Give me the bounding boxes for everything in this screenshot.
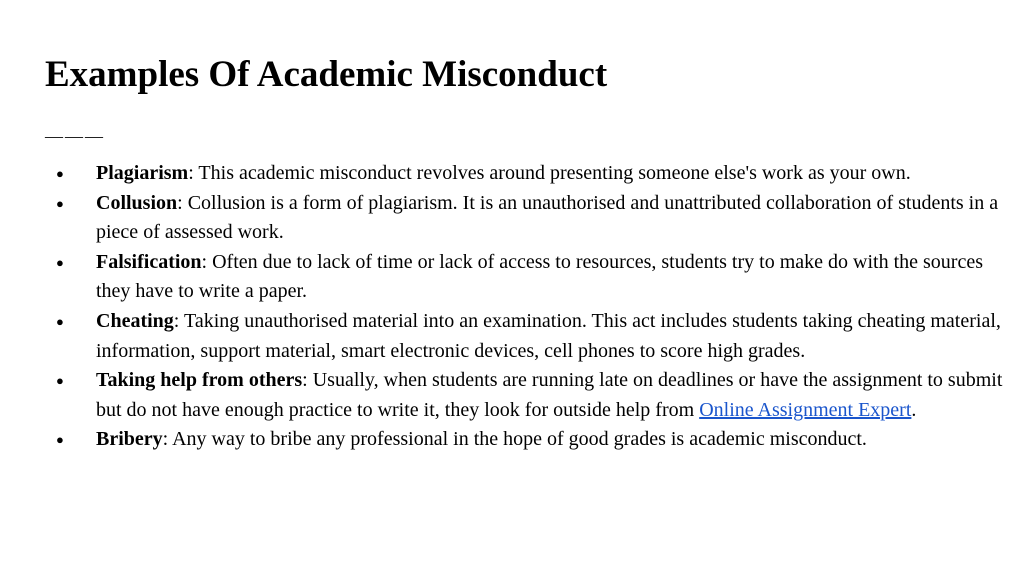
misconduct-list [0,159,1010,455]
description-falsification: : Often due to lack of time or lack of access to resources, students try to make do with the sources they have to write a paper. [96,250,983,303]
description-collusion: : Collusion is a form of plagiarism. It is an unauthorised and unattributed collaboration of students in a piece of assessed work. [96,191,999,244]
online-assignment-expert-link[interactable]: Online Assignment Expert [699,398,912,421]
description-plagiarism: : This academic misconduct revolves around presenting someone else's work as your own. [188,162,911,184]
list-item-collusion [0,189,1010,248]
bullet-icon: ● [56,373,64,389]
list-item-bribery [0,425,1010,455]
term-collusion: Collusion [96,191,178,214]
list-item-taking-help [0,366,1010,425]
bullet-icon: ● [56,166,64,181]
title-divider: ——— [45,126,105,146]
description-bribery: : Any way to bribe any professional in the hope of good grades is academic misconduct. [162,428,867,451]
term-falsification: Falsification [96,250,202,273]
bullet-icon: ● [56,254,64,270]
term-plagiarism: Plagiarism [96,162,189,184]
list-item-falsification [0,248,1010,307]
list-item-cheating [0,307,1010,366]
description-cheating: : Taking unauthorised material into an examination. This act includes students taking cheating material, information, support material, smart electronic devices, cell phones to score high grades. [96,309,1001,362]
description-taking-help-end: . [911,398,917,421]
term-taking-help: Taking help from others [96,369,303,392]
term-cheating: Cheating [96,309,174,332]
slide-title: Examples Of Academic Misconduct [45,54,608,95]
term-bribery: Bribery [96,428,163,451]
bullet-icon: ● [56,432,64,448]
description-taking-help: : Usually, when students are running late on deadlines or have the assignment to submit but do not have enough practice to write it, they look for outside help from [96,369,1003,421]
list-item-plagiarism [0,159,1010,189]
bullet-icon: ● [56,313,64,329]
bullet-icon: ● [56,195,64,211]
